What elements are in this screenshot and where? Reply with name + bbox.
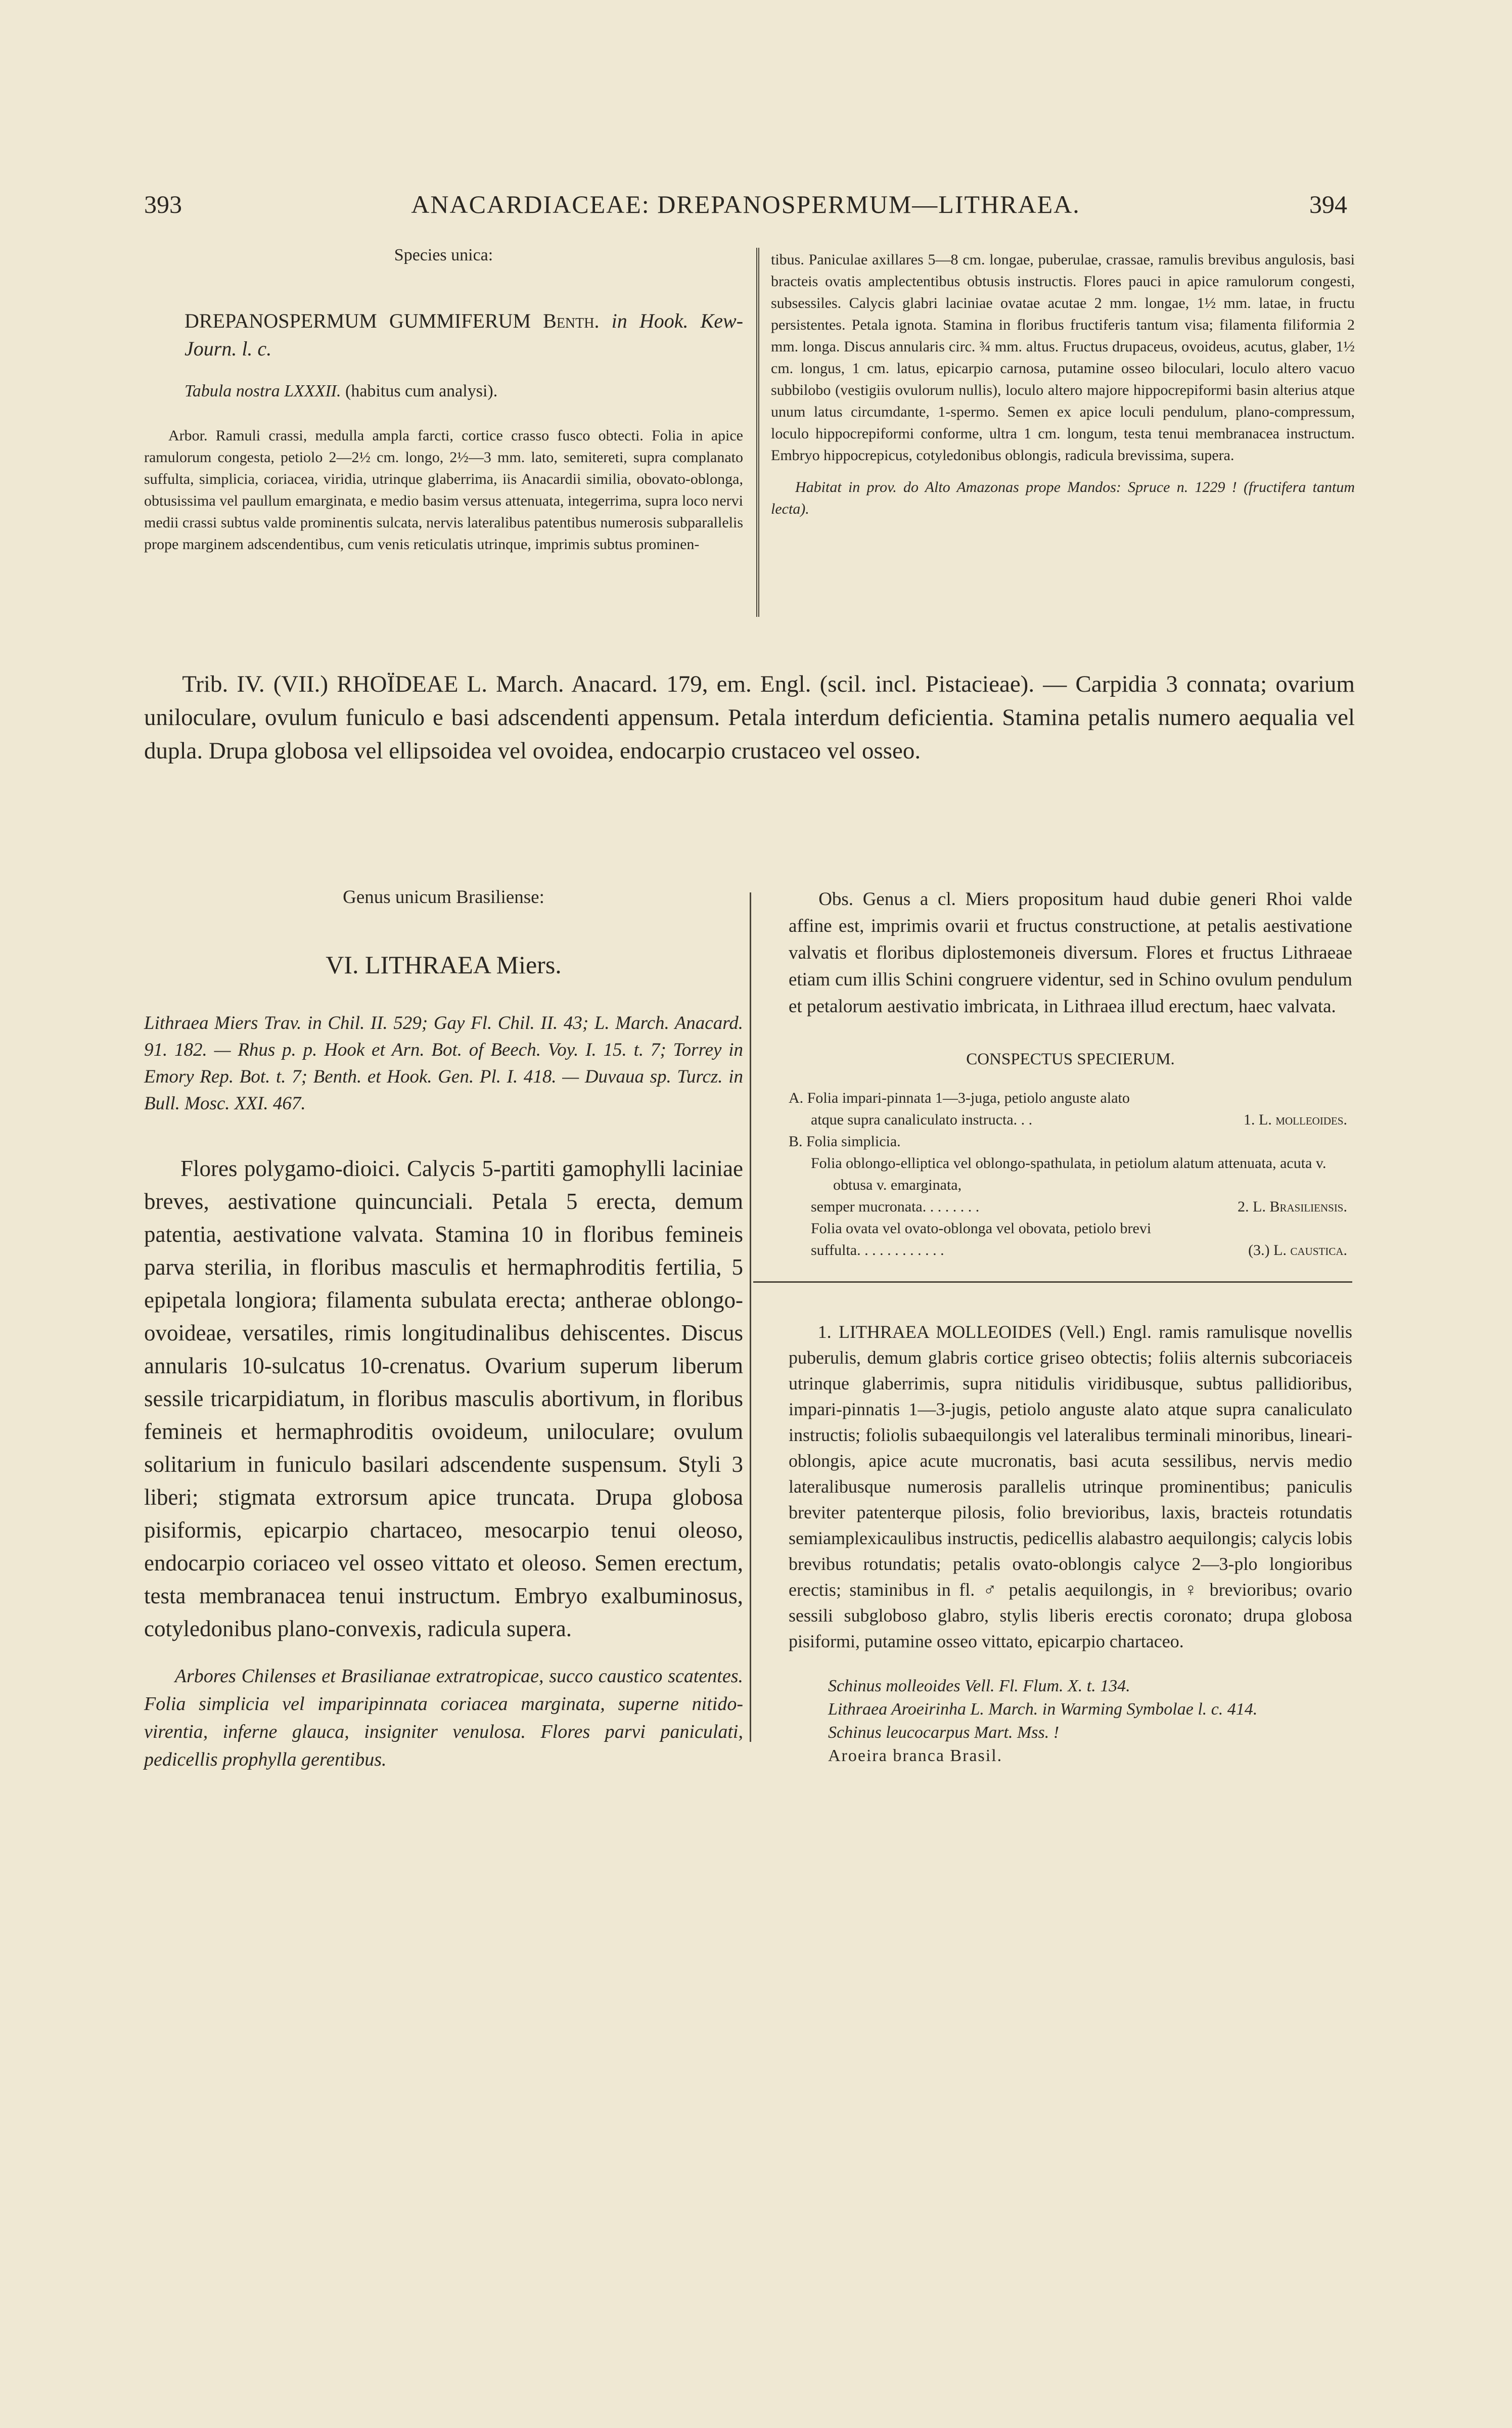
species-1-description: 1. LITHRAEA MOLLEOIDES (Vell.) Engl. ramis ramulisque novellis puberulis, demum glabris cortice griseo obtectis; foliis alternis subcoriaceis utrinque glaberrimis, supra nitidulis viridibusque, subtus pallidioribus, impari-pinnatis 1—3-jugis, petiolo anguste alato atque supra canaliculato instructis; foliolis subaequilongis vel lateralibus terminali minoribus, lineari-oblongis, apice acute mucronatis, basi acuta sessilibus, nervis medio lateralibusque numerosis parallelis utrinque prominentibus; paniculis breviter patenterque pilosis, folio brevioribus, laxis, bracteis rotundatis semiamplexicaulibus instructis, pedicellis alabastro aequilongis; calycis lobis brevibus rotundatis; petalis ovato-oblongis calyce 2—3-plo longioribus erectis; staminibus in fl. ♂ petalis aequilongis, in ♀ brevioribus; ovario sessili subgloboso glabro, stylis liberis erectis coronato; drupa globosa pisiformi, putamine osseo vittato, epicarpio chartaceo. <box>789 1322 1352 1651</box>
drepanospermum-left-column <box>144 243 743 555</box>
lithraea-right-column <box>789 886 1352 1768</box>
running-title: ANACARDIACEAE: DREPANOSPERMUM—LITHRAEA. <box>411 190 1080 218</box>
genus-title: VI. LITHRAEA Miers. <box>326 951 562 979</box>
key-a-lead: A. Folia impari-pinnata 1—3-juga, petiolo anguste alato <box>789 1090 1130 1106</box>
tabula-note: (habitus cum analysi). <box>345 382 498 400</box>
drepanospermum-right-column <box>771 249 1355 520</box>
species-name: DREPANOSPERMUM GUMMIFERUM <box>185 309 531 332</box>
habitat: Habitat in prov. do Alto Amazonas prope Mandos: Spruce n. 1229 ! (fructifera tantum lecta). <box>771 479 1355 517</box>
tabula-reference: Tabula nostra LXXXII. <box>185 382 341 400</box>
key-rule <box>753 1281 1352 1283</box>
key-entry-b1: Folia oblongo-elliptica vel oblongo-spathulata, in petiolum alatum attenuata, acuta v. obtusa v. emarginata, semper mucronata . . . . . . . . 2. L. Brasiliensis. <box>789 1152 1347 1218</box>
page-number-right: 394 <box>1309 190 1347 218</box>
key-b2-result: (3.) L. caustica. <box>1248 1242 1347 1258</box>
key-entry-a <box>789 1087 1347 1131</box>
key-entry-b2: Folia ovata vel ovato-oblonga vel obovata, petiolo brevi suffulta . . . . . . . . . . . . (3.) L. caustica. <box>789 1218 1347 1261</box>
genus-description: Flores polygamo-dioici. Calycis 5-partiti gamophylli laciniae breves, aestivatione quincunciali. Petala 5 erecta, demum patentia, aestivatione valvata. Stamina 10 in floribus femineis parva sterilia, in floribus masculis et hermaphroditis fertilia, 5 epipetala longiora; filamenta subulata erecta; antherae oblongo-ovoideae, versatiles, rimis longitudinalibus dehiscentes. Discus annularis 10-sulcatus 10-crenatus. Ovarium superum liberum sessile tricarpidiatum, in floribus masculis abortivum, in floribus femineis et hermaphroditis ovoideum, uniloculare; ovulum solitarium in funiculo basilari adscendente suspensum. Styli 3 liberi; stigmata extrorsum apice truncata. Drupa globosa pisiformis, epicarpio chartaceo, mesocarpio tenui oleoso, endocarpio coriaceo vel osseo vittato et oleoso. Semen erectum, testa membranacea tenui instructum. Embryo exalbuminosus, cotyledonibus plano-convexis, radicula supera. <box>144 1156 743 1641</box>
key-a-result: 1. L. molleoides. <box>1244 1111 1347 1128</box>
species-key <box>789 1087 1352 1261</box>
species-reference: in Hook. Kew-Journ. l. c. <box>185 309 744 360</box>
key-a-line: atque supra canaliculato instructa . . . 1. L. molleoides. <box>789 1109 1347 1131</box>
vernacular-name: Aroeira branca Brasil. <box>828 1746 1003 1765</box>
running-header <box>144 190 1347 230</box>
tabula-line <box>185 379 743 403</box>
synonym-2: Lithraea Aroeirinha L. March. in Warming Symbolae l. c. 414. <box>828 1700 1258 1719</box>
tribe-section <box>144 667 1355 768</box>
genus-habit: Arbores Chilenses et Brasilianae extratropicae, succo caustico scatentes. Folia simplicia vel imparipinnata coriacea marginata, superne nitido-virentia, inferne glauca, insigniter venulosa. Flores parvi paniculati, pedicellis prophylla gerentibus. <box>144 1666 743 1770</box>
species-author: Benth. <box>543 309 600 332</box>
page-number-left: 393 <box>144 190 182 218</box>
genus-synonymy: Lithraea Miers Trav. in Chil. II. 529; Gay Fl. Chil. II. 43; L. March. Anacard. 91. 182. — Rhus p. p. Hook et Arn. Bot. of Beech. Voy. I. 15. t. 7; Torrey in Emory Rep. Bot. t. 7; Benth. et Hook. Gen. Pl. I. 418. — Duvaua sp. Turcz. in Bull. Mosc. XXI. 467. <box>144 1013 743 1114</box>
observation: Obs. Genus a cl. Miers propositum haud dubie generi Rhoi valde affine est, imprimis ovarii et fructus constructione, at petalis aestivatione valvatis et floribus diplostemoneis diversum. Flores et fructus Lithraeae etiam cum illis Schini congruere videntur, sed in Schino ovulum pendulum et petalorum aestivatio imbricata, in Lithraea illud erectum, haec valvata. <box>789 889 1352 1017</box>
synonym-1: Schinus molleoides Vell. Fl. Flum. X. t. 134. <box>828 1677 1130 1695</box>
key-b1-result: 2. L. Brasiliensis. <box>1238 1198 1347 1215</box>
synonym-3: Schinus leucocarpus Mart. Mss. ! <box>828 1723 1060 1742</box>
genus-label: Genus unicum Brasiliense: <box>343 887 544 908</box>
species-1-synonyms <box>789 1675 1352 1768</box>
lithraea-left-column <box>144 885 743 1774</box>
column-divider-lower <box>750 892 751 1742</box>
tribe-description: Trib. IV. (VII.) RHOÏDEAE L. March. Anacard. 179, em. Engl. (scil. incl. Pistacieae). — Carpidia 3 connata; ovarium uniloculare, ovulum funiculo e basi adscendenti appensum. Petala interdum deficientia. Stamina petalis numero aequalia vel dupla. Drupa globosa vel ellipsoidea vel ovoidea, endocarpio crustaceo vel osseo. <box>144 671 1355 764</box>
conspectus-title: CONSPECTUS SPECIERUM. <box>966 1050 1175 1068</box>
species-label: Species unica: <box>394 246 493 264</box>
species-heading <box>144 307 743 363</box>
description-right: tibus. Paniculae axillares 5—8 cm. longae, puberulae, crassae, ramulis brevibus angulosis, basi bracteis ovatis amplectentibus obtusis instructis. Flores pauci in apice ramulorum congesti, subsessiles. Calycis glabri laciniae ovatae acutae 2 mm. longae, 1½ mm. latae, in fructu persistentes. Petala ignota. Stamina in floribus fructiferis tantum visa; filamenta filiformia 2 mm. longa. Discus annularis circ. ¾ mm. altus. Fructus drupaceus, ovoideus, acutus, glaber, 1½ cm. longus, 1 cm. latus, epicarpio carnosa, putamine osseo biloculari, loculo altero vacuo subbilobo (vestigiis ovulorum nullis), loculo altero majore hippocrepiformi basin alterius atque unum latus circumdante, 1-spermo. Semen ex apice loculi pendulum, plano-compressum, loculo hippocrepiformi conforme, ultra 1 cm. longum, testa tenui membranacea instructum. Embryo hippocrepicus, cotyledonibus oblongis, radicula brevissima, supera. <box>771 251 1355 464</box>
key-entry-b: B. Folia simplicia. <box>789 1133 901 1150</box>
description-left: Arbor. Ramuli crassi, medulla ampla farcti, cortice crasso fusco obtecti. Folia in apice ramulorum congesta, petiolo 2—2½ cm. longo, 2½—3 mm. lato, semitereti, supra complanato suffulta, simplicia, coriacea, viridia, utrinque glaberrima, iis Anacardii similia, obovato-oblonga, obtusissima vel paullum emarginata, e medio basim versus attenuata, integerrima, supra loco nervi medii crassi subtus valde prominentis sulcata, nervis lateralibus patentibus numerosis subparallelis prope marginem adscendentibus, cum venis reticulatis utrinque, imprimis subtus prominen- <box>144 427 743 553</box>
column-divider-upper <box>756 248 759 617</box>
